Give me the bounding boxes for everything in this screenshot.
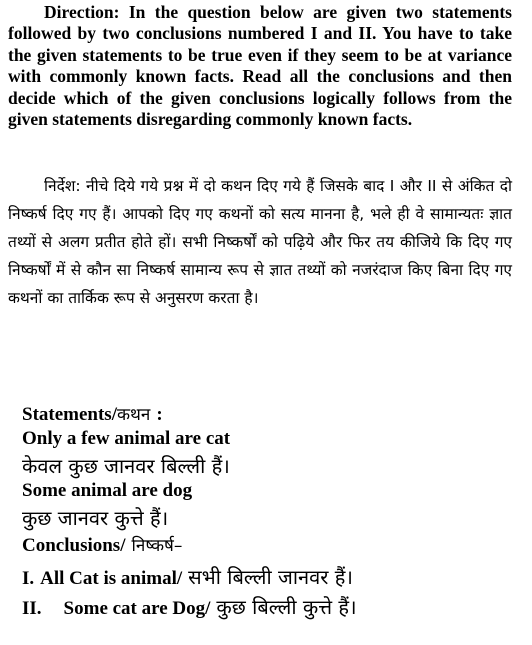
conclusion-1-english: All Cat is animal/ [40, 568, 183, 589]
statement-2-english [22, 480, 192, 502]
statement-2-english-text: Some animal are dog [22, 480, 193, 501]
direction-english: Direction: In the question below are given two statements followed by two conclusions numbered I and II. You have to take the given statements to be true even if they seem to be at variance with commonly known facts. Read all the conclusions and then decide which of the given conclusions logically follows from the given statements disregarding commonly known facts. [8, 2, 512, 130]
statement-1-english-text: Only a few animal are cat [22, 428, 231, 449]
conclusions-heading-hindi: निष्कर्ष– [131, 536, 183, 556]
statement-2-hindi-text: कुछ जानवर कुत्ते हैं। [22, 506, 169, 530]
conclusions-heading-english: Conclusions/ [22, 535, 126, 556]
conclusion-1-number: I. [22, 568, 35, 589]
statement-2-hindi [22, 504, 168, 531]
statements-heading-english: Statements/ [22, 404, 117, 425]
statements-heading-hindi: कथन [116, 405, 151, 425]
direction-hindi: निर्देश: नीचे दिये गये प्रश्न में दो कथन दिए गये हैं जिसके बाद I और II से अंकित दो निष्कर्ष दिए गए हैं। आपको दिए गए कथनों को सत्य मानना है, भले ही वे सामान्यतः ज्ञात तथ्यों से अलग प्रतीत होते हों। सभी निष्कर्षों को पढ़िये और फिर तय कीजिये कि दिए गए निष्कर्षों में से कौन सा निष्कर्ष सामान्य रूप से ज्ञात तथ्यों को नजरंदाज किए बिना दिए गए कथनों का तार्किक रूप से अनुसरण करता है। [8, 177, 512, 307]
conclusion-2-hindi: कुछ बिल्ली कुत्ते हैं। [216, 595, 357, 619]
statements-heading [22, 402, 163, 426]
conclusion-1 [22, 563, 353, 590]
conclusion-2 [22, 593, 357, 620]
conclusion-1-hindi: सभी बिल्ली जानवर हैं। [188, 565, 353, 589]
statement-1-english [22, 428, 230, 450]
statement-1-hindi [22, 452, 230, 479]
conclusion-2-number: II. [22, 598, 42, 619]
conclusion-2-english: Some cat are Dog/ [63, 598, 211, 619]
statement-1-hindi-text: केवल कुछ जानवर बिल्ली हैं। [22, 454, 230, 478]
conclusions-heading [22, 533, 182, 557]
statements-heading-colon: : [156, 404, 163, 425]
